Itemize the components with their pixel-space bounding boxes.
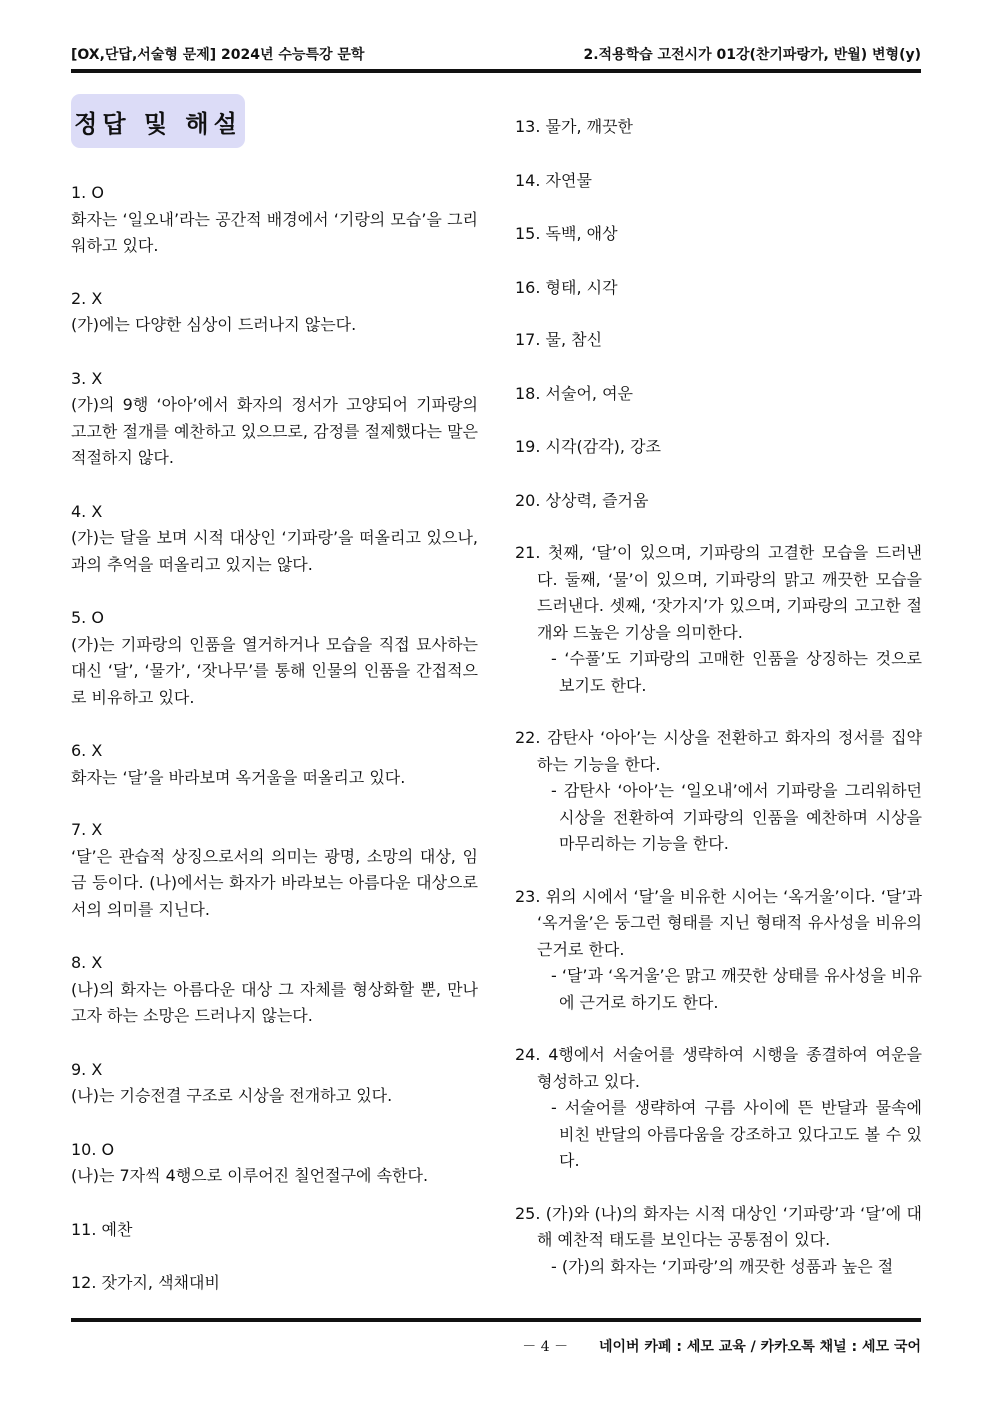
answer-item-11	[71, 1217, 478, 1244]
answer-number: 8. X	[71, 953, 103, 972]
answer-number: 9. X	[71, 1059, 103, 1079]
answer-note: - ‘수풀’도 기파랑의 고매한 인품을 상징하는 것으로 보기도 한다.	[551, 649, 922, 695]
answer-main: 21. 첫째, ‘달’이 있으며, 기파랑의 고결한 모습을 드러낸다. 둘째, ‘물’이 있으며, 기파랑의 맑고 깨끗한 모습을 드러낸다. 셋째, ‘잣가지’가 있으며, 기파랑의 고고한 절개와 드높은 기상을 의미한다.	[515, 543, 922, 642]
answer-note: - 감탄사 ‘아아’는 ‘일오내’에서 기파랑을 그리워하던 시상을 전환하여 기파랑의 인품을 예찬하며 시상을 마무리하는 기능을 한다.	[551, 781, 922, 853]
page-number: － 4 －	[522, 1339, 569, 1355]
answer-explanation: 화자는 ‘일오내’라는 공간적 배경에서 ‘기랑의 모습’을 그리워하고 있다.	[71, 209, 478, 255]
footer-channel-info: 네이버 카페 : 세모 교육 / 카카오톡 채널 : 세모 국어	[598, 1339, 921, 1355]
answer-item-9	[71, 1057, 478, 1110]
answer-item-7	[71, 817, 478, 923]
answer-item-21	[515, 540, 922, 699]
answer-note: - 서술어를 생략하여 구름 사이에 뜬 반달과 물속에 비친 반달의 아름다움을 강조하고 있다고도 볼 수 있다.	[551, 1098, 922, 1170]
page-footer	[522, 1336, 921, 1356]
answer-item-16: 16. 형태, 시각	[515, 277, 618, 297]
answer-item-15: 15. 독백, 애상	[515, 224, 618, 243]
answer-explanation: (가)는 달을 보며 시적 대상인 ‘기파랑’을 떠올리고 있으나, 과의 추억을 떠올리고 있지는 않다.	[71, 528, 478, 574]
answer-number: 11. 예찬	[71, 1219, 133, 1239]
answer-item-13: 13. 물가, 깨끗한	[515, 117, 633, 136]
right-column	[515, 114, 922, 1280]
answer-item-6	[71, 738, 478, 791]
header-rule	[71, 69, 921, 73]
answer-item-22	[515, 725, 922, 858]
answer-number: 2. X	[71, 288, 103, 308]
answer-explanation: (가)의 9행 ‘아아’에서 화자의 정서가 고양되어 기파랑의 고고한 절개를 예찬하고 있으므로, 감정를 절제했다는 말은 적절하지 않다.	[71, 395, 478, 467]
answer-item-12	[71, 1270, 478, 1297]
answer-note: - (가)의 화자는 ‘기파랑’의 깨끗한 성품과 높은 절	[551, 1256, 894, 1276]
section-title: 정답 및 해설	[71, 94, 245, 148]
header-right-title: 2.적용학습 고전시가 01강(찬기파랑가, 반월) 변형(y)	[583, 47, 921, 63]
answer-item-5	[71, 605, 478, 711]
answer-explanation: (나)는 기승전결 구조로 시상을 전개하고 있다.	[71, 1086, 393, 1105]
answer-item-3	[71, 366, 478, 472]
answer-explanation: ‘달’은 관습적 상징으로서의 의미는 광명, 소망의 대상, 임금 등이다. (나)에서는 화자가 바라보는 아름다운 대상으로서의 의미를 지닌다.	[71, 846, 478, 919]
answer-item-2	[71, 286, 478, 339]
answer-number: 3. X	[71, 368, 103, 388]
answer-item-4	[71, 499, 478, 579]
answer-item-19: 19. 시각(감각), 강조	[515, 437, 661, 456]
answer-item-24	[515, 1042, 922, 1175]
page-header	[71, 44, 921, 66]
answer-item-8	[71, 950, 478, 1030]
answer-item-20: 20. 상상력, 즐거움	[515, 490, 649, 510]
answer-number: 4. X	[71, 501, 103, 521]
answer-main: 25. (가)와 (나)의 화자는 시적 대상인 ‘기파랑’과 ‘달’에 대해 예찬적 태도를 보인다는 공통점이 있다.	[515, 1203, 922, 1249]
answer-item-17: 17. 물, 참신	[515, 330, 603, 349]
answer-explanation: (가)에는 다양한 심상이 드러나지 않는다.	[71, 315, 357, 334]
answer-item-14: 14. 자연물	[515, 170, 592, 190]
answer-explanation: (나)는 7자씩 4행으로 이루어진 칠언절구에 속한다.	[71, 1166, 429, 1185]
answer-number: 1. O	[71, 183, 104, 202]
answer-main: 22. 감탄사 ‘아아’는 시상을 전환하고 화자의 정서를 집약하는 기능을 한다.	[515, 728, 922, 774]
left-column	[71, 180, 478, 1297]
answer-number: 5. O	[71, 608, 104, 627]
answer-number: 6. X	[71, 741, 103, 760]
answer-item-23	[515, 884, 922, 1017]
answer-item-25	[515, 1201, 922, 1281]
answer-explanation: (나)의 화자는 아름다운 대상 그 자체를 형상화할 뿐, 만나고자 하는 소망은 드러나지 않는다.	[71, 979, 478, 1025]
answer-note: - ‘달’과 ‘옥거울’은 맑고 깨끗한 상태를 유사성을 비유에 근거로 하기도 한다.	[551, 966, 922, 1012]
answer-explanation: 화자는 ‘달’을 바라보며 옥거울을 떠올리고 있다.	[71, 767, 406, 787]
answer-item-10	[71, 1137, 478, 1190]
answer-explanation: (가)는 기파랑의 인품을 열거하거나 모습을 직접 묘사하는 대신 ‘달’, ‘물가’, ‘잣나무’를 통해 인물의 인품을 간접적으로 비유하고 있다.	[71, 634, 478, 707]
answer-item-1	[71, 180, 478, 260]
answer-item-18: 18. 서술어, 여운	[515, 383, 633, 403]
answer-main: 24. 4행에서 서술어를 생략하여 시행을 종결하여 여운을 형성하고 있다.	[515, 1045, 922, 1091]
footer-rule	[71, 1318, 921, 1322]
answer-number: 10. O	[71, 1139, 115, 1159]
answer-main: 23. 위의 시에서 ‘달’을 비유한 시어는 ‘옥거울’이다. ‘달’과 ‘옥거울’은 둥그런 형태를 지닌 형태적 유사성을 비유의 근거로 한다.	[515, 886, 922, 959]
header-left-title: [OX,단답,서술형 문제] 2024년 수능특강 문학	[71, 47, 365, 63]
answer-number: 12. 잣가지, 색채대비	[71, 1273, 220, 1292]
answer-number: 7. X	[71, 820, 103, 839]
